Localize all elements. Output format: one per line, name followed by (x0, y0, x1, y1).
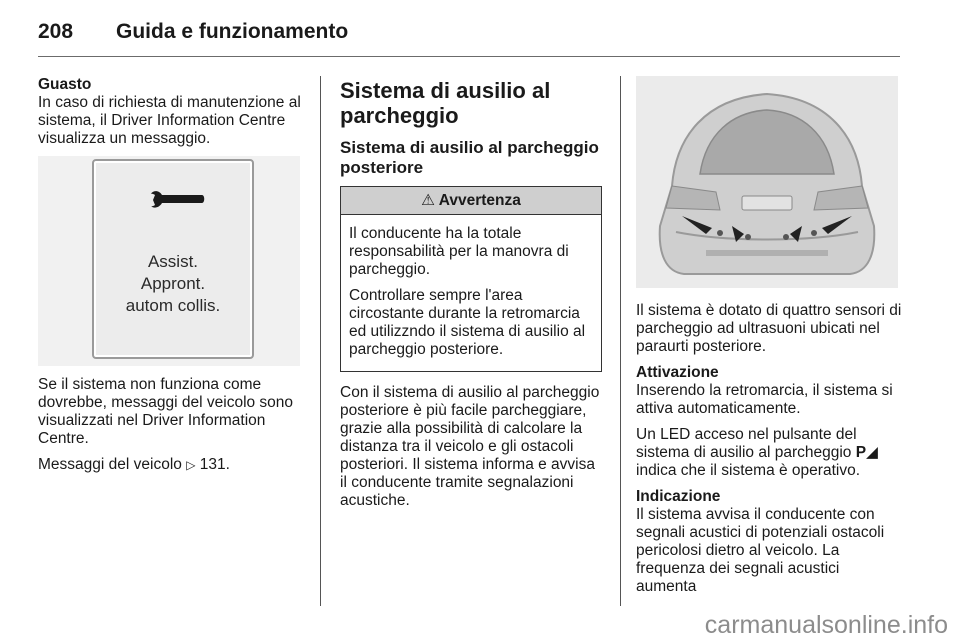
display-panel (92, 159, 254, 359)
led-text-before: Un LED acceso nel pulsante del sistema di ausilio al parcheggio (636, 426, 857, 461)
display-line-1: Assist. (147, 252, 199, 271)
rear-car-photo (636, 76, 898, 288)
fault-text: In caso di richiesta di manutenzione al sistema, il Driver Information Centre visualizza un messaggio. (38, 94, 301, 147)
column-middle (340, 76, 602, 518)
warning-triangle-icon: ⚠ (421, 192, 436, 209)
column-left (38, 76, 304, 482)
chapter-title: Guida e funzionamento (116, 20, 349, 43)
warning-title: Avvertenza (438, 192, 521, 209)
parking-assist-description: Con il sistema di ausilio al parcheggio posteriore è più facile parcheggiare, grazie alla possibilità di calcolare la distanza tra il veicolo e gli ostacoli posteriori. Il sistema informa e avvisa il conducente tramite segnalazioni acustiche. (340, 384, 600, 509)
indication-text: Il sistema avvisa il conducente con segnali acustici di potenziali ostacoli pericolosi dietro al veicolo. La frequenza dei segnali acustici aumenta (636, 506, 885, 595)
column-divider-2 (620, 76, 621, 606)
display-line-2: Appront. (140, 274, 206, 293)
warning-header (341, 187, 601, 215)
sensors-intro: Il sistema è dotato di quattro sensori di parcheggio ad ultrasuoni ubicati nel paraurti posteriore. (636, 302, 902, 355)
warning-text-2: Controllare sempre l'area circostante durante la retromarcia ed utilizzndo il sistema di ausilio al parcheggio posteriore. (349, 287, 586, 358)
activation-heading: Attivazione (636, 364, 719, 381)
page-header (38, 12, 900, 57)
led-text-after: indica che il sistema è operativo. (636, 462, 861, 479)
watermark: carmanualsonline.info (704, 611, 948, 639)
column-right (636, 76, 902, 604)
ref-page[interactable]: 131. (199, 456, 230, 473)
page-number: 208 (38, 20, 74, 43)
wrench-icon (142, 185, 206, 215)
ref-arrow-icon: ▷ (186, 458, 196, 472)
section-subheading: Sistema di ausilio al parcheggio posteriore (340, 138, 599, 177)
indication-heading: Indicazione (636, 488, 721, 505)
display-message (94, 251, 252, 317)
column-divider-1 (320, 76, 321, 606)
fault-heading: Guasto (38, 76, 92, 93)
vehicle-messages-reference (38, 456, 304, 474)
warning-box (340, 186, 602, 372)
led-text (636, 426, 902, 480)
activation-text: Inserendo la retromarcia, il sistema si attiva automaticamente. (636, 382, 893, 417)
ref-text: Messaggi del veicolo (38, 456, 182, 473)
section-heading: Sistema di ausilio al parcheggio (340, 78, 551, 128)
warning-text-1: Il conducente ha la totale responsabilità per la manovra di parcheggio. (349, 225, 569, 278)
display-line-3: autom collis. (125, 296, 221, 315)
malfunction-text: Se il sistema non funziona come dovrebbe, messaggi del veicolo sono visualizzati nel Driver Information Centre. (38, 376, 294, 447)
parking-assist-icon: P◢ (855, 444, 878, 461)
dic-display-figure (38, 156, 300, 366)
